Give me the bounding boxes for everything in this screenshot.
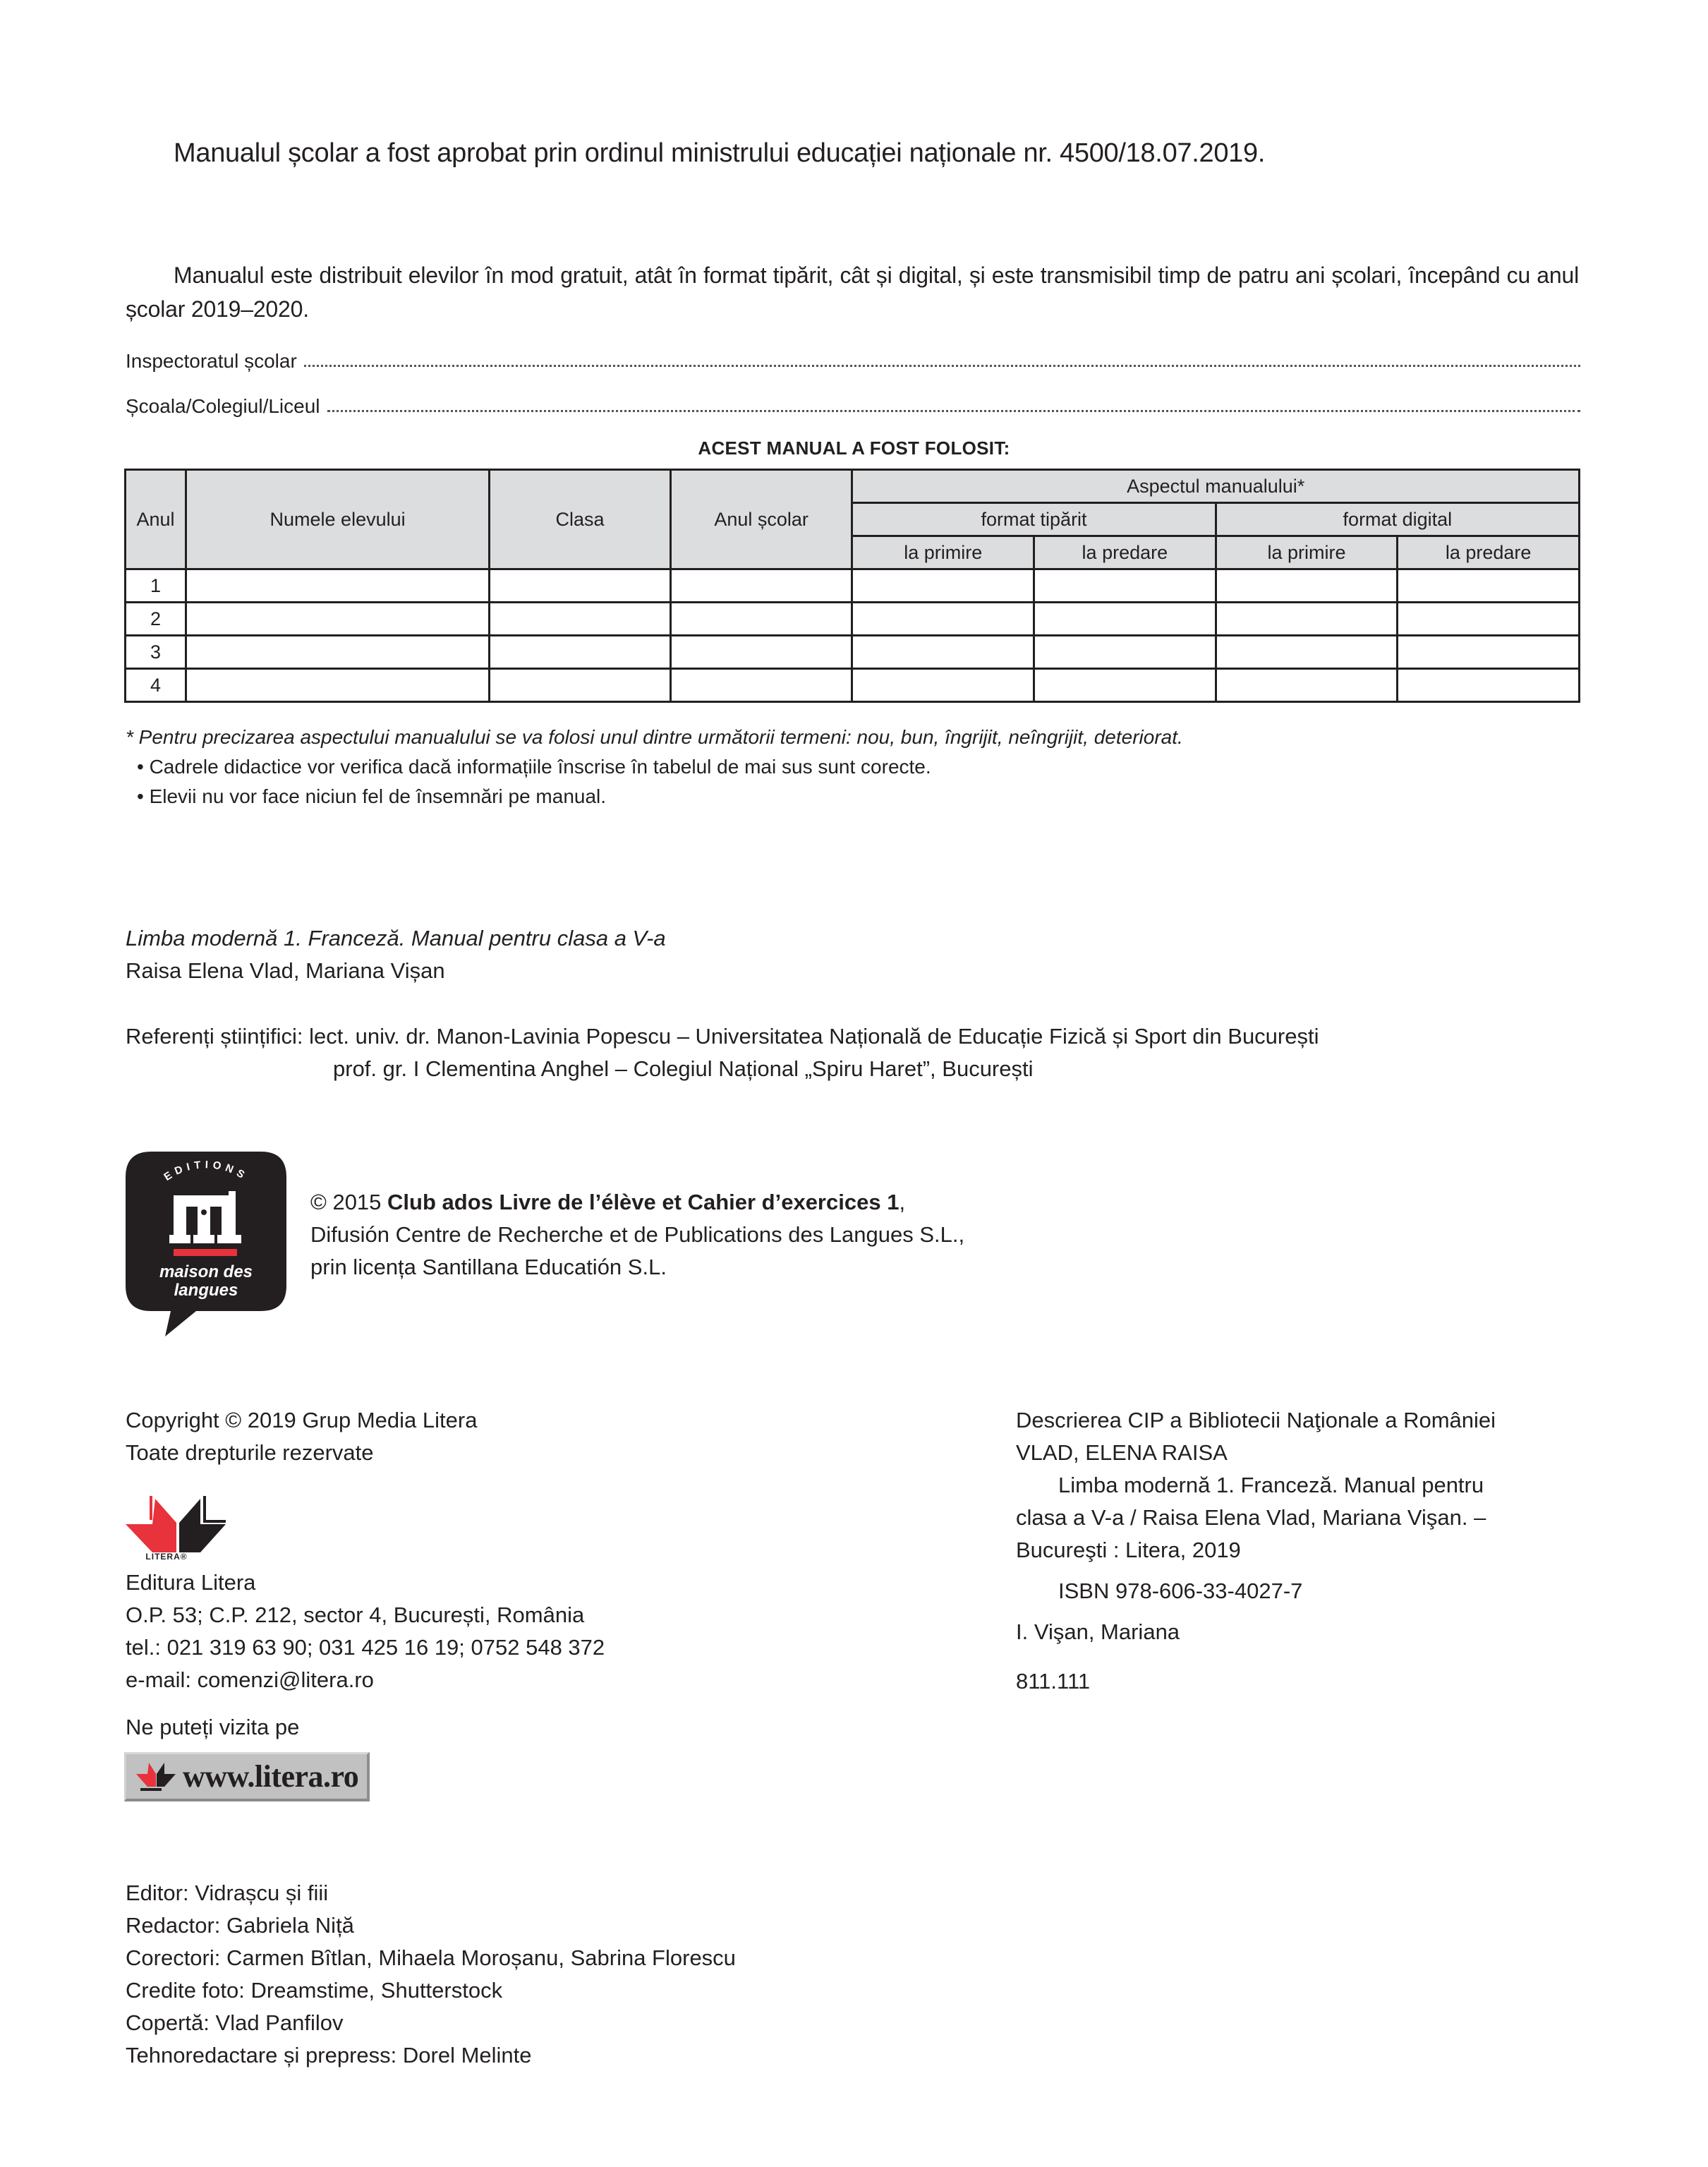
cell-numele[interactable] xyxy=(186,669,489,702)
header-digital-la-predare: la predare xyxy=(1398,536,1580,569)
distribution-paragraph xyxy=(126,258,1579,326)
litera-logo xyxy=(123,1495,229,1559)
header-clasa: Clasa xyxy=(490,470,671,569)
cell-anul-scolar[interactable] xyxy=(670,636,852,669)
publisher-block xyxy=(126,1567,605,1696)
cip-heading: Descrierea CIP a Bibliotecii Naţionale a României xyxy=(1016,1408,1496,1432)
license-block xyxy=(310,1186,964,1284)
scoala-dotted-line[interactable] xyxy=(327,405,1580,412)
header-format-digital: format digital xyxy=(1216,503,1579,536)
referees-line-2: prof. gr. I Clementina Anghel – Colegiul Național „Spiru Haret”, București xyxy=(333,1056,1034,1081)
note-bullet-students: • Elevii nu vor face niciun fel de însemnări pe manual. xyxy=(137,785,607,807)
cell-anul-scolar[interactable] xyxy=(670,603,852,636)
row-number: 4 xyxy=(126,669,186,702)
table-row xyxy=(126,636,1580,669)
cip-index: I. Vişan, Mariana xyxy=(1016,1619,1180,1644)
website-url[interactable]: www.litera.ro xyxy=(183,1759,359,1794)
distribution-text: Manualul este distribuit elevilor în mod gratuit, atât în format tipărit, cât și digital, și este transmisibil timp de patru ani școlari, începând cu anul școlar 2019–2020. xyxy=(126,262,1579,322)
header-digital-la-primire: la primire xyxy=(1216,536,1398,569)
header-tiparit-la-primire: la primire xyxy=(852,536,1034,569)
cell-digital-predare[interactable] xyxy=(1398,636,1580,669)
inspectorat-field[interactable] xyxy=(126,350,1580,373)
credit-editor: Editor: Vidrașcu și fiii xyxy=(126,1881,329,1905)
cell-digital-predare[interactable] xyxy=(1398,603,1580,636)
scoala-label: Școala/Colegiul/Liceul xyxy=(126,395,320,417)
table-row xyxy=(126,603,1580,636)
cip-title-line-2: clasa a V-a / Raisa Elena Vlad, Mariana Vişan. – xyxy=(1016,1505,1486,1530)
publisher-phone: tel.: 021 319 63 90; 031 425 16 19; 0752 548 372 xyxy=(126,1635,605,1660)
cip-title-line-1: Limba modernă 1. Franceză. Manual pentru xyxy=(1058,1473,1484,1497)
credit-redactor: Redactor: Gabriela Niță xyxy=(126,1913,354,1938)
publisher-address: O.P. 53; C.P. 212, sector 4, București, România xyxy=(126,1602,585,1627)
cell-digital-primire[interactable] xyxy=(1216,569,1398,603)
scoala-field[interactable] xyxy=(126,395,1580,418)
cip-imprint: Bucureşti : Litera, 2019 xyxy=(1016,1538,1241,1562)
header-row-1 xyxy=(126,470,1580,503)
cell-tiparit-primire[interactable] xyxy=(852,669,1034,702)
langues-text: langues xyxy=(174,1281,238,1300)
inspectorat-dotted-line[interactable] xyxy=(304,360,1580,367)
header-anul-scolar: Anul școlar xyxy=(670,470,852,569)
credits-block xyxy=(126,1877,736,2072)
cell-tiparit-primire[interactable] xyxy=(852,636,1034,669)
license-prefix: © 2015 xyxy=(310,1190,388,1214)
license-title: Club ados Livre de l’élève et Cahier d’exercices 1 xyxy=(387,1190,900,1214)
cell-numele[interactable] xyxy=(186,603,489,636)
litera-small-logo-icon xyxy=(135,1761,177,1792)
maison-des-langues-logo xyxy=(126,1152,286,1336)
cell-tiparit-primire[interactable] xyxy=(852,569,1034,603)
cell-numele[interactable] xyxy=(186,569,489,603)
usage-table xyxy=(124,469,1580,703)
referees-line-1: Referenți științifici: lect. univ. dr. Manon-Lavinia Popescu – Universitatea Națională de Educație Fizică și Sport din București xyxy=(126,1024,1319,1049)
copyright-block xyxy=(126,1404,477,1469)
book-title: Limba modernă 1. Franceză. Manual pentru clasa a V-a xyxy=(126,926,666,950)
usage-table-title: ACEST MANUAL A FOST FOLOSIT: xyxy=(698,437,1010,459)
license-line-3: prin licența Santillana Educatión S.L. xyxy=(310,1255,667,1279)
cell-digital-primire[interactable] xyxy=(1216,603,1398,636)
website-button[interactable] xyxy=(124,1752,370,1801)
approval-statement: Manualul școlar a fost aprobat prin ordinul ministrului educației naționale nr. 4500/18.07.2019. xyxy=(174,138,1266,168)
header-tiparit-la-predare: la predare xyxy=(1034,536,1216,569)
header-anul: Anul xyxy=(126,470,186,569)
cell-clasa[interactable] xyxy=(490,569,671,603)
header-numele-elevului: Numele elevului xyxy=(186,470,489,569)
license-line-2: Difusión Centre de Recherche et de Publications des Langues S.L., xyxy=(310,1222,965,1247)
speech-bubble-shape xyxy=(126,1152,286,1336)
cip-udc: 811.111 xyxy=(1016,1669,1091,1694)
credit-cover: Copertă: Vlad Panfilov xyxy=(126,2010,344,2035)
row-number: 2 xyxy=(126,603,186,636)
cell-clasa[interactable] xyxy=(490,636,671,669)
credit-photos: Credite foto: Dreamstime, Shutterstock xyxy=(126,1978,503,2003)
cip-author: VLAD, ELENA RAISA xyxy=(1016,1440,1228,1465)
aspect-footnote: * Pentru precizarea aspectului manualului se va folosi unul dintre următorii termeni: nou, bun, îngrijit, neîngrijit, deteriorat. xyxy=(126,726,1183,748)
cell-digital-predare[interactable] xyxy=(1398,669,1580,702)
litera-dark-stroke xyxy=(203,1496,226,1523)
cip-block xyxy=(1016,1404,1496,1698)
cell-anul-scolar[interactable] xyxy=(670,669,852,702)
cell-digital-primire[interactable] xyxy=(1216,636,1398,669)
cell-numele[interactable] xyxy=(186,636,489,669)
litera-label-text: LITERA® xyxy=(145,1552,188,1559)
table-row xyxy=(126,569,1580,603)
credit-dtp: Tehnoredactare și prepress: Dorel Melinte xyxy=(126,2043,532,2068)
publisher-email[interactable]: e-mail: comenzi@litera.ro xyxy=(126,1667,374,1692)
litera-red-stroke xyxy=(126,1496,152,1520)
cell-anul-scolar[interactable] xyxy=(670,569,852,603)
book-authors: Raisa Elena Vlad, Mariana Vișan xyxy=(126,958,445,983)
rights-reserved: Toate drepturile rezervate xyxy=(126,1440,374,1465)
header-format-tiparit: format tipărit xyxy=(852,503,1216,536)
inspectorat-label: Inspectoratul școlar xyxy=(126,350,297,372)
cip-isbn: ISBN 978-606-33-4027-7 xyxy=(1058,1579,1303,1603)
visit-label: Ne puteți vizita pe xyxy=(126,1715,300,1739)
m-monogram-icon xyxy=(169,1191,241,1243)
cell-clasa[interactable] xyxy=(490,669,671,702)
cell-tiparit-primire[interactable] xyxy=(852,603,1034,636)
copyright-line: Copyright © 2019 Grup Media Litera xyxy=(126,1408,478,1432)
table-row xyxy=(126,669,1580,702)
cell-clasa[interactable] xyxy=(490,603,671,636)
credit-correctors: Corectori: Carmen Bîtlan, Mihaela Moroșanu, Sabrina Florescu xyxy=(126,1945,736,1970)
header-aspectul-manualului: Aspectul manualului* xyxy=(852,470,1580,503)
cell-digital-primire[interactable] xyxy=(1216,669,1398,702)
cell-digital-predare[interactable] xyxy=(1398,569,1580,603)
publisher-name: Editura Litera xyxy=(126,1570,256,1595)
note-bullet-teachers: • Cadrele didactice vor verifica dacă informațiile înscrise în tabelul de mai sus sunt corecte. xyxy=(137,756,931,778)
cell-tiparit-predare[interactable] xyxy=(1034,603,1216,636)
cell-tiparit-predare[interactable] xyxy=(1034,569,1216,603)
cell-tiparit-predare[interactable] xyxy=(1034,636,1216,669)
license-suffix: , xyxy=(899,1190,906,1214)
red-bar xyxy=(174,1249,237,1256)
row-number: 1 xyxy=(126,569,186,603)
cell-tiparit-predare[interactable] xyxy=(1034,669,1216,702)
maison-des-text: maison des xyxy=(159,1262,253,1281)
row-number: 3 xyxy=(126,636,186,669)
editions-arc-text: EDITIONS xyxy=(162,1159,250,1183)
table-notes xyxy=(126,723,1183,811)
